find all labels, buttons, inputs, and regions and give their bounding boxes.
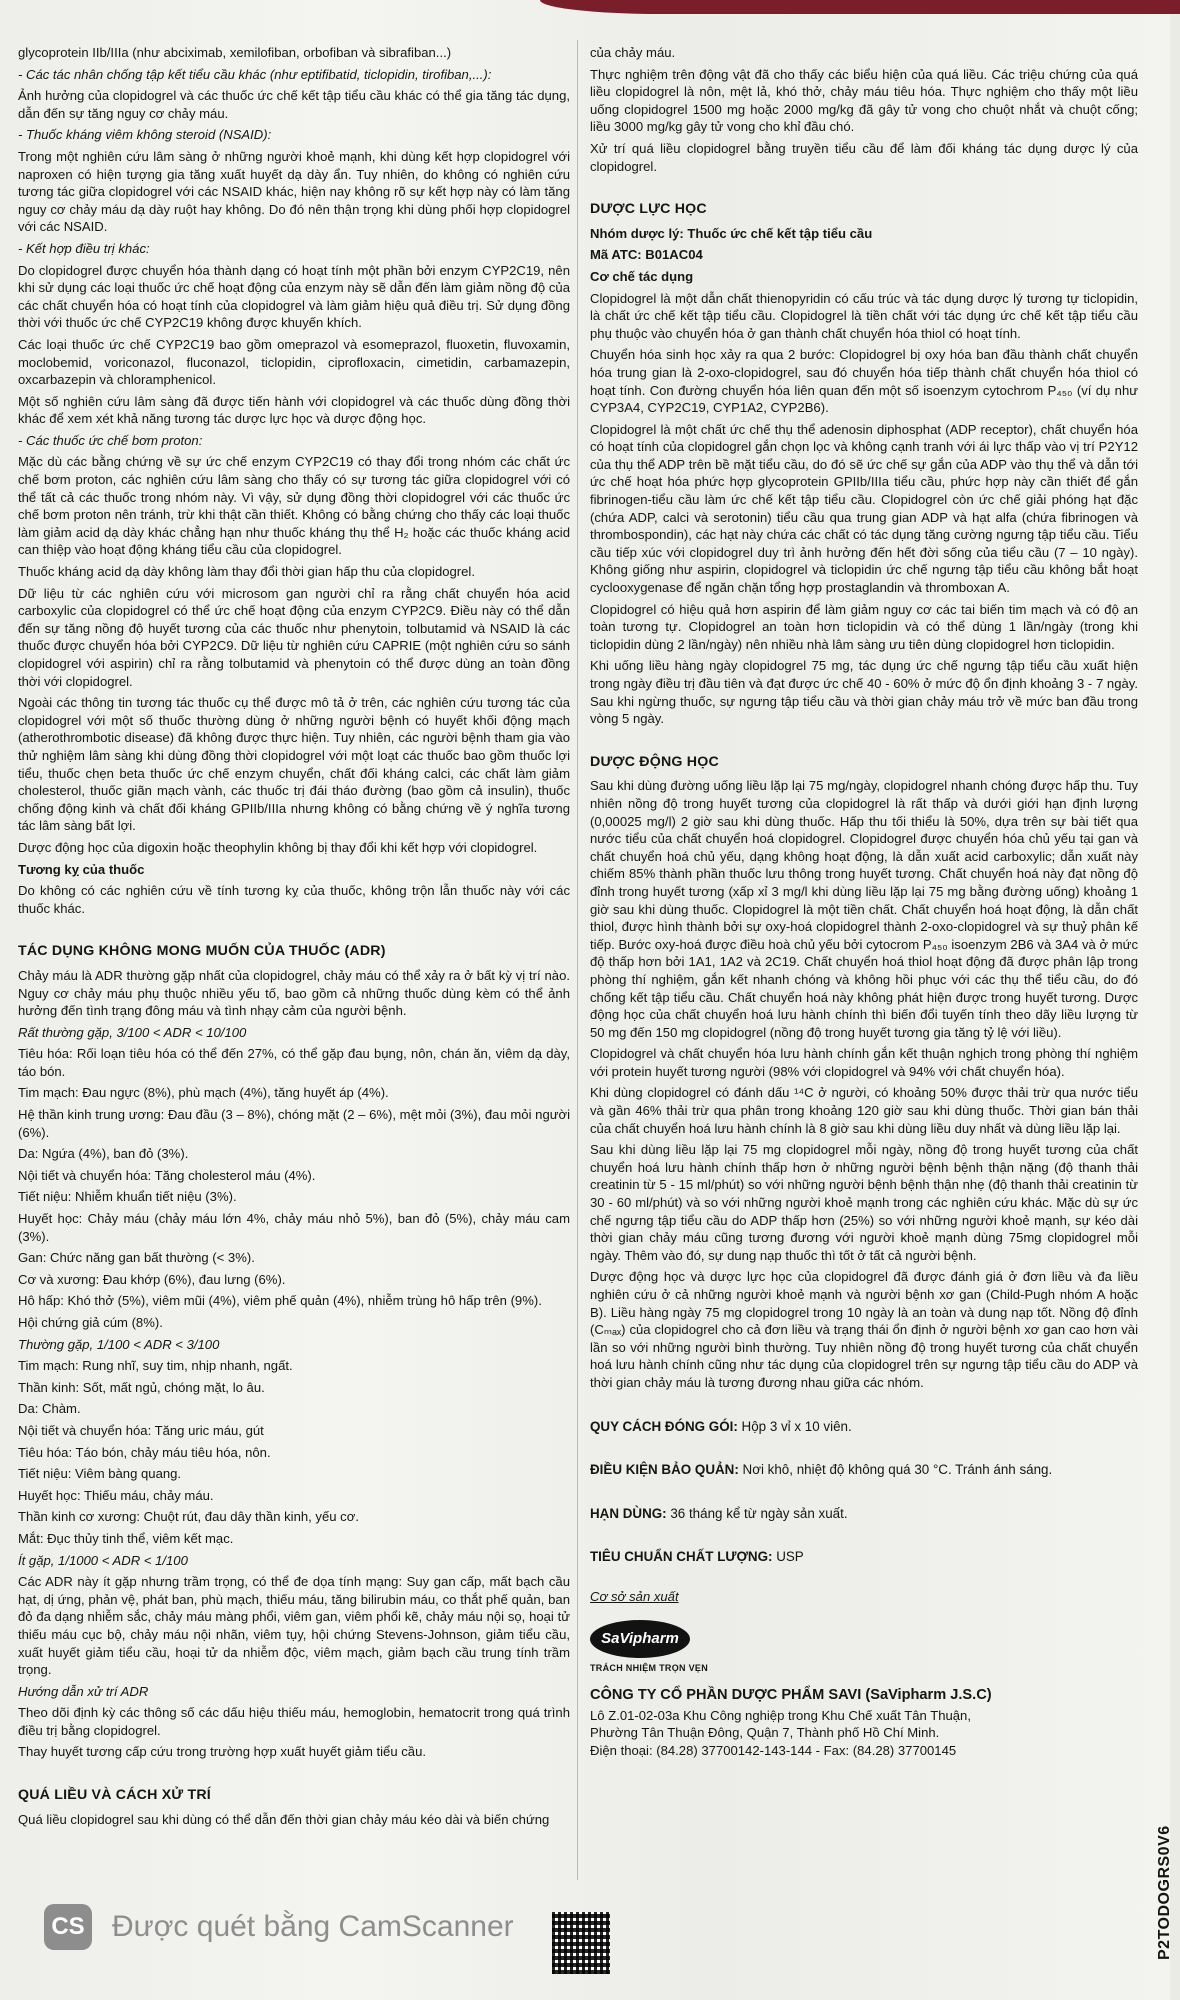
paragraph: Tiêu hóa: Táo bón, chảy máu tiêu hóa, nôn. bbox=[18, 1444, 271, 1460]
paragraph: Các ADR này ít gặp nhưng trầm trọng, có thể đe dọa tính mạng: Suy gan cấp, mất bạch cầu hạt, dị ứng, phản vệ, phát ban, phù mạch, thiếu máu, tăng bilirubin máu, co thắt phế quản, ban đỏ đa dạng nhiễm sắc, chảy máu màng phổi, viêm gan, viêm phổi kẽ, chảy máu nội sọ, hoại tử thiếu máu cục bộ, chảy máu nội nhãn, viêm tụy, hội chứng Stevens-Johnson, giảm tiểu cầu, xuất huyết giảm tiểu cầu, hoại tử da nhiễm độc, viêm mạch, giảm bạch cầu trung tính trầm trọng. bbox=[18, 1574, 570, 1678]
paragraph: Thay huyết tương cấp cứu trong trường hợp xuất huyết giảm tiểu cầu. bbox=[18, 1744, 426, 1760]
bold-line: Nhóm dược lý: Thuốc ức chế kết tập tiểu cầu bbox=[590, 225, 873, 241]
company-address-line-2: Phường Tân Thuận Đông, Quận 7, Thành phố Hồ Chí Minh. bbox=[590, 1725, 940, 1741]
section-heading: TÁC DỤNG KHÔNG MONG MUỐN CỦA THUỐC (ADR) bbox=[18, 943, 386, 960]
subheading: - Các tác nhân chống tập kết tiểu cầu khác (như eptifibatid, ticlopidin, tirofiban,...): bbox=[18, 66, 492, 82]
scanner-watermark-text: Được quét bằng CamScanner bbox=[112, 1910, 514, 1943]
subheading: - Kết hợp điều trị khác: bbox=[18, 240, 150, 256]
paragraph: Thực nghiệm trên động vật đã cho thấy các biểu hiện của quá liều. Các triệu chứng của quá liều clopidogrel là nôn, mệt lả, khó thở, chảy máu tiêu hóa. Thực nghiệm cho thấy một liều uống clopidogrel 1500 mg hoặc 2000 mg/kg đã gây tử vong cho chuột nhắt và chuột cống; liều 3000 mg/kg gây tử vong cho khỉ đầu chó. bbox=[590, 66, 1138, 135]
paragraph: Chuyển hóa sinh học xảy ra qua 2 bước: Clopidogrel bị oxy hóa ban đầu thành chất chuyển hóa trung gian là 2-oxo-clopidogrel, sau đó chuyển hóa tiếp thành chất chuyển hóa thiol có hoạt tính. Con đường chuyển hóa liên quan đến một số isoenzym cytochrom P₄₅₀ (ví dụ như CYP3A4, CYP2C19, CYP1A2, CYP2B6). bbox=[590, 347, 1138, 416]
paragraph: Tiết niệu: Viêm bàng quang. bbox=[18, 1466, 182, 1482]
paragraph: Tiêu hóa: Rối loạn tiêu hóa có thể đến 27%, có thể gặp đau bụng, nôn, chán ăn, viêm dạ dày, táo bón. bbox=[18, 1046, 570, 1079]
left-column bbox=[18, 44, 570, 1832]
company-address-line-1: Lô Z.01-02-03a Khu Công nghiệp trong Khu Chế xuất Tân Thuận, bbox=[590, 1707, 971, 1723]
paragraph: Hệ thần kinh trung ương: Đau đầu (3 – 8%), chóng mặt (2 – 6%), mệt mỏi (3%), đau mỏi người (6%). bbox=[18, 1107, 570, 1140]
paragraph: Tiết niệu: Nhiễm khuẩn tiết niệu (3%). bbox=[18, 1189, 237, 1205]
company-name: CÔNG TY CỔ PHẦN DƯỢC PHẨM SAVI (SaVipharm J.S.C) bbox=[590, 1687, 992, 1704]
qr-code bbox=[552, 1912, 610, 1974]
right-column bbox=[590, 44, 1138, 1760]
spec-value: Hộp 3 vỉ x 10 viên. bbox=[737, 1418, 852, 1434]
paragraph: Gan: Chức năng gan bất thường (< 3%). bbox=[18, 1250, 255, 1266]
camscanner-icon: CS bbox=[44, 1904, 92, 1950]
paragraph: của chảy máu. bbox=[590, 45, 676, 60]
paragraph: Tim mạch: Rung nhĩ, suy tim, nhịp nhanh, ngất. bbox=[18, 1358, 293, 1374]
paragraph: Xử trí quá liều clopidogrel bằng truyền tiểu cầu để làm đối kháng tác dụng dược lý của clopidogrel. bbox=[590, 140, 1138, 174]
paragraph: Sau khi dùng liều lặp lại 75 mg clopidogrel mỗi ngày, nồng độ trong huyết tương của chất chuyển hoá lưu hành chính thấp hơn ở những người bệnh bệnh thận nặng (độ thanh thải creatinin từ 5 - 15 ml/phút) so với những người bệnh bệnh thận nhẹ (độ thanh thải creatinin từ 30 - 60 ml/phút) và so với những người khoẻ mạnh trong các nghiên cứu khác. Mặc dù sự ức chế ngưng tập tiểu cầu do ADP thấp hơn (25%) so với những người khoẻ mạnh, sự kéo dài thời gian chảy máu cũng tương đương với người khoẻ mạnh dùng 75mg clopidogrel mỗi ngày. Thêm vào đó, sự dung nạp thuốc thì tốt ở tất cả người bệnh. bbox=[590, 1142, 1138, 1263]
paragraph: Da: Ngứa (4%), ban đỏ (3%). bbox=[18, 1146, 189, 1162]
paragraph: Huyết học: Thiếu máu, chảy máu. bbox=[18, 1487, 214, 1503]
subheading: Thường gặp, 1/100 < ADR < 3/100 bbox=[18, 1336, 220, 1352]
section-heading: QUÁ LIỀU VÀ CÁCH XỬ TRÍ bbox=[18, 1787, 211, 1804]
paragraph: Hội chứng giả cúm (8%). bbox=[18, 1315, 163, 1330]
scanner-watermark bbox=[44, 1904, 514, 1950]
side-print-code: P2TODOGRS0V6 bbox=[1156, 1825, 1173, 1960]
paragraph: Khi dùng clopidogrel có đánh dấu ¹⁴C ở người, có khoảng 50% được thải trừ qua nước tiểu và gần 46% thải trừ qua phân trong khoảng 120 giờ sau khi dùng thuốc. Thời gian bán thải của chất chuyển hoá lưu hành chính là 8 giờ sau khi dùng liều duy nhất và dùng liều lặp lại. bbox=[590, 1085, 1138, 1136]
spec-row bbox=[590, 1418, 1138, 1436]
paragraph: Tim mạch: Đau ngực (8%), phù mạch (4%), tăng huyết áp (4%). bbox=[18, 1085, 389, 1101]
paragraph: Clopidogrel và chất chuyển hóa lưu hành chính gắn kết thuận nghịch trong phòng thí nghiệm với protein huyết tương người (98% với clopidogrel và 94% với chất chuyển hóa). bbox=[590, 1046, 1138, 1079]
paragraph: Dược động học của digoxin hoặc theophylin không bị thay đổi khi kết hợp với clopidogrel. bbox=[18, 839, 538, 855]
paragraph: Do không có các nghiên cứu về tính tương kỵ của thuốc, không trộn lẫn thuốc này với các thuốc khác. bbox=[18, 883, 570, 916]
paragraph: Thần kinh cơ xương: Chuột rút, đau dây thần kinh, yếu cơ. bbox=[18, 1509, 359, 1525]
paragraph: Chảy máu là ADR thường gặp nhất của clopidogrel, chảy máu có thể xảy ra ở bất kỳ vị trí nào. Nguy cơ chảy máu phụ thuộc nhiều yếu tố, bao gồm cả những thuốc dùng kèm có thể ảnh hưởng đến tình trạng đông máu và tình nhạy cảm của người bệnh. bbox=[18, 967, 570, 1019]
company-phone: Điện thoại: (84.28) 37700142-143-144 - Fax: (84.28) 37700145 bbox=[590, 1742, 957, 1758]
paragraph: Sau khi dùng đường uống liều lặp lại 75 mg/ngày, clopidogrel nhanh chóng được hấp thu. Tuy nhiên nồng độ trong huyết tương của clopidogrel là rất thấp và dưới giới hạn định lượng (0,00025 mg/l) 2 giờ sau khi dùng thuốc. Hấp thu tối thiểu là 50%, dựa trên sự bài tiết qua nước tiểu của chất chuyển hoá clopidogrel. Clopidogrel được chuyển hóa chủ yếu tại gan và chất chuyển hoá chủ yếu, dạng không hoạt động, là dẫn xuất acid carboxylic; dẫn xuất này chiếm 85% thành phần thuốc lưu thông trong huyết tương. Chất chuyển hoá này đạt nồng độ đỉnh trong huyết tương (xấp xỉ 3 mg/l khi dùng liều lặp lại 75 mg bằng đường uống) khoảng 1 giờ sau khi dùng thuốc. Clopidogrel là một tiền chất. Chất chuyển hoá hoạt động, là dẫn chất thiol, được hình thành bởi sự oxy-hoá clopidogrel thành 2-oxo-clopidogrel và sự thuỷ phân kế tiếp. Bước oxy-hoá được điều hoà chủ yếu bởi cytocrom P₄₅₀ isoenzym 2B6 và 3A4 và ở mức độ thấp hơn bởi 1A1, 1A2 và 2C19. Chất chuyển hoá thiol hoạt động đã được phân lập trong phòng thí nghiệm, gắn kết nhanh chóng và không hồi phục với các thụ thể tiểu cầu, do đó chống kết tập tiểu cầu. Chất chuyển hoá này không phát hiện được trong huyết tương. Dược động học của chất chuyển hoá lưu hành chính thì biến đổi tuyến tính theo dãy liều lượng từ 50 mg đến 150 mg clopidogrel (nồng độ trong huyết tương gia tăng tỷ lệ với liều). bbox=[590, 778, 1138, 1040]
red-box-edge bbox=[540, 0, 1180, 14]
paragraph: Cơ và xương: Đau khớp (6%), đau lưng (6%). bbox=[18, 1271, 286, 1287]
logo-tagline: TRÁCH NHIỆM TRỌN VẸN bbox=[590, 1662, 708, 1673]
subheading: Rất thường gặp, 3/100 < ADR < 10/100 bbox=[18, 1024, 247, 1040]
section-heading: DƯỢC ĐỘNG HỌC bbox=[590, 753, 719, 770]
paragraph: glycoprotein IIb/IIIa (như abciximab, xemilofiban, orbofiban và sibrafiban...) bbox=[18, 45, 452, 60]
paragraph: Dữ liệu từ các nghiên cứu với microsom gan người chỉ ra rằng chất chuyển hóa acid carboxylic của clopidogrel có thể ức chế hoạt động của enzym CYP2C9. Điều này có thể dẫn đến sự tăng nồng độ huyết tương của các thuốc như phenytoin, tolbutamid và NSAID là các thuốc được chuyển hóa bởi CYP2C9. Dữ liệu từ nghiên cứu CAPRIE (một nghiên cứu so sánh clopidogrel với aspirin) chỉ ra rằng tolbutamid và phenytoin có thể được dùng an toàn đồng thời với clopidogrel. bbox=[18, 585, 570, 689]
spec-row bbox=[590, 1548, 1138, 1566]
paragraph: Nội tiết và chuyển hóa: Tăng cholesterol máu (4%). bbox=[18, 1167, 316, 1183]
spec-value: USP bbox=[772, 1549, 804, 1565]
manufacturer-label: Cơ sở sản xuất bbox=[590, 1588, 679, 1604]
spec-label: ĐIỀU KIỆN BẢO QUẢN: bbox=[590, 1462, 739, 1478]
subheading: Hướng dẫn xử trí ADR bbox=[18, 1683, 149, 1699]
paragraph: Do clopidogrel được chuyển hóa thành dạng có hoạt tính một phần bởi enzym CYP2C19, nên khi sử dụng các loại thuốc ức chế hoạt động của enzym này sẽ dẫn đến làm giảm nồng độ của các chất chuyển hóa có hoạt tính của clopidogrel và làm giảm hiệu quả điều trị. Sử dụng đồng thời với thuốc ức chế CYP2C19 không được khuyến khích. bbox=[18, 262, 570, 331]
paragraph: Nội tiết và chuyển hóa: Tăng uric máu, gút bbox=[18, 1422, 264, 1438]
column-divider bbox=[577, 40, 578, 1880]
paragraph: Clopidogrel có hiệu quả hơn aspirin để làm giảm nguy cơ các tai biến tim mạch và có độ an toàn tương tự. Clopidogrel an toàn hơn ticlopidin và có thể dùng 1 lần/ngày (trong khi ticlopidin dùng 2 lần/ngày) nên nhiều nhà lâm sàng ưu tiên dùng clopidogrel hơn ticlopidin. bbox=[590, 601, 1138, 652]
paragraph: Quá liều clopidogrel sau khi dùng có thể dẫn đến thời gian chảy máu kéo dài và biến chứng bbox=[18, 1811, 550, 1827]
spec-label: TIÊU CHUẨN CHẤT LƯỢNG: bbox=[590, 1549, 773, 1565]
paragraph: Một số nghiên cứu lâm sàng đã được tiến hành với clopidogrel và các thuốc dùng đồng thời khác để xem xét khả năng tương tác dược lực học và dược động học. bbox=[18, 393, 570, 427]
paragraph: Theo dõi định kỳ các thông số các dấu hiệu thiếu máu, hemoglobin, hematocrit trong quá trình điều trị bằng clopidogrel. bbox=[18, 1705, 570, 1738]
subheading: Ít gặp, 1/1000 < ADR < 1/100 bbox=[18, 1552, 188, 1568]
paragraph: Dược động học và dược lực học của clopidogrel đã được đánh giá ở đơn liều và đa liều nghiên cứu ở cả những người khoẻ mạnh và người bệnh xơ gan (Child-Pugh nhóm A hoặc B). Liều hàng ngày 75 mg clopidogrel trong 10 ngày là an toàn và dung nạp tốt. Nồng độ đỉnh (Cₘₐₓ) của clopidogrel cho cả đơn liều và trạng thái ổn định ở người bệnh xơ gan cao hơn vài lần so với những người bình thường. Tuy nhiên nồng độ trong huyết tương của chất chuyển hoá lưu hành chính cũng như tác dụng của clopidogrel trên sự ngưng tập tiểu cầu do ADP và thời gian chảy máu là tương đương nhau giữa các nhóm. bbox=[590, 1269, 1138, 1390]
savipharm-logo: SaVipharm bbox=[590, 1620, 690, 1658]
paragraph: Da: Chàm. bbox=[18, 1401, 81, 1417]
manufacturer-block bbox=[590, 1588, 1138, 1760]
spec-label: HẠN DÙNG: bbox=[590, 1505, 667, 1521]
bold-line: Tương kỵ của thuốc bbox=[18, 861, 145, 877]
paragraph: Thần kinh: Sốt, mất ngủ, chóng mặt, lo âu. bbox=[18, 1379, 265, 1395]
paragraph: Ngoài các thông tin tương tác thuốc cụ thể được mô tả ở trên, các nghiên cứu tương tác của clopidogrel với một số thuốc thường dùng ở những người bệnh có huyết khối động mạch (atherothrombotic disease) đã không được thực hiện. Tuy nhiên, các người bệnh tham gia vào thử nghiệm lâm sàng khi dùng đồng thời clopidogrel với một loạt các thuốc bao gồm thuốc lợi tiểu, thuốc chẹn beta thuốc ức chế enzym chuyển, chất đối kháng calci, các chất làm giảm cholesterol, thuốc giãn mạch vành, các thuốc trị đái tháo đường (bao gồm cả insulin), thuốc chống động kinh và chất đối kháng GPIIb/IIIa nhưng không có bằng chứng về ý nghĩa tương tác lâm sàng bất lợi. bbox=[18, 695, 570, 834]
paragraph: Ảnh hưởng của clopidogrel và các thuốc ức chế kết tập tiểu cầu khác có thể gia tăng tác dụng, dẫn đến sự tăng nguy cơ chảy máu. bbox=[18, 88, 570, 121]
spec-row bbox=[590, 1505, 1138, 1523]
spec-value: 36 tháng kể từ ngày sản xuất. bbox=[666, 1505, 848, 1521]
spec-label: QUY CÁCH ĐÓNG GÓI: bbox=[590, 1418, 738, 1434]
paragraph: Mắt: Đục thủy tinh thể, viêm kết mạc. bbox=[18, 1530, 234, 1546]
paragraph: Huyết học: Chảy máu (chảy máu lớn 4%, chảy máu nhỏ 5%), ban đỏ (5%), chảy máu cam (3%). bbox=[18, 1211, 570, 1244]
paragraph: Thuốc kháng acid dạ dày không làm thay đổi thời gian hấp thu của clopidogrel. bbox=[18, 564, 475, 580]
bold-line: Cơ chế tác dụng bbox=[590, 268, 694, 284]
paragraph: Trong một nghiên cứu lâm sàng ở những người khoẻ mạnh, khi dùng kết hợp clopidogrel với naproxen có hiện tượng gia tăng xuất huyết dạ dày ẩn. Tuy nhiên, do không có nghiên cứu tương tác giữa clopidogrel với các NSAID khác, hiện nay không rõ sự kết hợp này có làm tăng nguy cơ chảy máu dạ dày ruột hay không. Do đó nên thận trọng khi dùng phối hợp clopidogrel với các NSAID. bbox=[18, 148, 570, 235]
paragraph: Clopidogrel là một chất ức chế thụ thể adenosin diphosphat (ADP receptor), chất chuyển hóa có hoạt tính của clopidogrel gắn chọn lọc và không cạnh tranh với ái lực thấp vào vị trí P2Y12 của thụ thể ADP trên bề mặt tiểu cầu, do đó sẽ ức chế sự gắn của ADP vào thụ thể và dẫn tới ức chế hoạt hóa phức hợp glycoprotein GPIIb/IIIa tiểu cầu, phức hợp này cần thiết để gắn fibrinogen-tiểu cầu làm ức chế kết tập tiểu cầu. Clopidogrel còn ức chế giải phóng hạt đặc (chứa ADP, calci và serotonin) tiểu cầu qua trung gian ADP và hạt alfa (chứa fibrinogen và thrombospondin), các hạt này chứa các chất có tác dụng tăng cường ngưng tập tiểu cầu. Tiểu cầu tiếp xúc với clopidogrel duy trì ảnh hưởng đến hết đời sống của tiểu cầu (7 – 10 ngày). Không giống như aspirin, clopidogrel và ticlopidin ức chế ngưng tập tiểu cầu không bắt hoạt cyclooxygenase để ngăn chặn tổng hợp prostaglandin và thromboxan A. bbox=[590, 421, 1138, 596]
paragraph: Mặc dù các bằng chứng về sự ức chế enzym CYP2C19 có thay đổi trong nhóm các chất ức chế bơm proton, các nghiên cứu lâm sàng cho thấy có sự tương tác giữa clopidogrel với có thể tất cả các thuốc trong nhóm này. Vì vậy, sử dụng đồng thời clopidogrel với các thuốc ức chế bơm proton nên tránh, trừ khi thật cần thiết. Không có bằng chứng cho thấy các loại thuốc làm giảm acid dạ dày khác chẳng hạn như thuốc kháng thụ thể H₂ hoặc các thuốc kháng acid can thiệp vào hoạt động kháng tiểu cầu của clopidogrel. bbox=[18, 454, 570, 558]
bold-line: Mã ATC: B01AC04 bbox=[590, 247, 703, 263]
right-column-body bbox=[590, 44, 1138, 1566]
spec-value: Nơi khô, nhiệt độ không quá 30 °C. Tránh ánh sáng. bbox=[738, 1462, 1053, 1478]
paragraph: Clopidogrel là một dẫn chất thienopyridin có cấu trúc và tác dụng dược lý tương tự ticlopidin, là chất ức chế kết tập tiểu cầu. Clopidogrel là tiền chất với tác dụng ức chế kết tập tiểu cầu phụ thuộc vào chuyển hóa ở gan thành chất chuyển hóa thiol có hoạt tính. bbox=[590, 290, 1138, 341]
paragraph: Các loại thuốc ức chế CYP2C19 bao gồm omeprazol và esomeprazol, fluoxetin, fluvoxamin, moclobemid, voriconazol, fluconazol, ticlopidin, ciprofloxacin, cimetidin, carbamazepin, oxcarbazepin và chloramphenicol. bbox=[18, 336, 570, 388]
paragraph: Khi uống liều hàng ngày clopidogrel 75 mg, tác dụng ức chế ngưng tập tiểu cầu xuất hiện trong ngày điều trị đầu tiên và đạt được ức chế 40 - 60% ở mức độ ổn định khoảng 3 - 7 ngày. Sau khi ngừng thuốc, sự ngưng tập tiểu cầu và thời gian chảy máu trở về mức ban đầu trong vòng 5 ngày. bbox=[590, 658, 1138, 727]
spec-row bbox=[590, 1461, 1138, 1479]
subheading: - Các thuốc ức chế bơm proton: bbox=[18, 432, 203, 448]
paragraph: Hô hấp: Khó thở (5%), viêm mũi (4%), viêm phế quản (4%), nhiễm trùng hô hấp trên (9%). bbox=[18, 1293, 542, 1309]
subheading: - Thuốc kháng viêm không steroid (NSAID): bbox=[18, 127, 272, 143]
section-heading: DƯỢC LỰC HỌC bbox=[590, 201, 707, 218]
